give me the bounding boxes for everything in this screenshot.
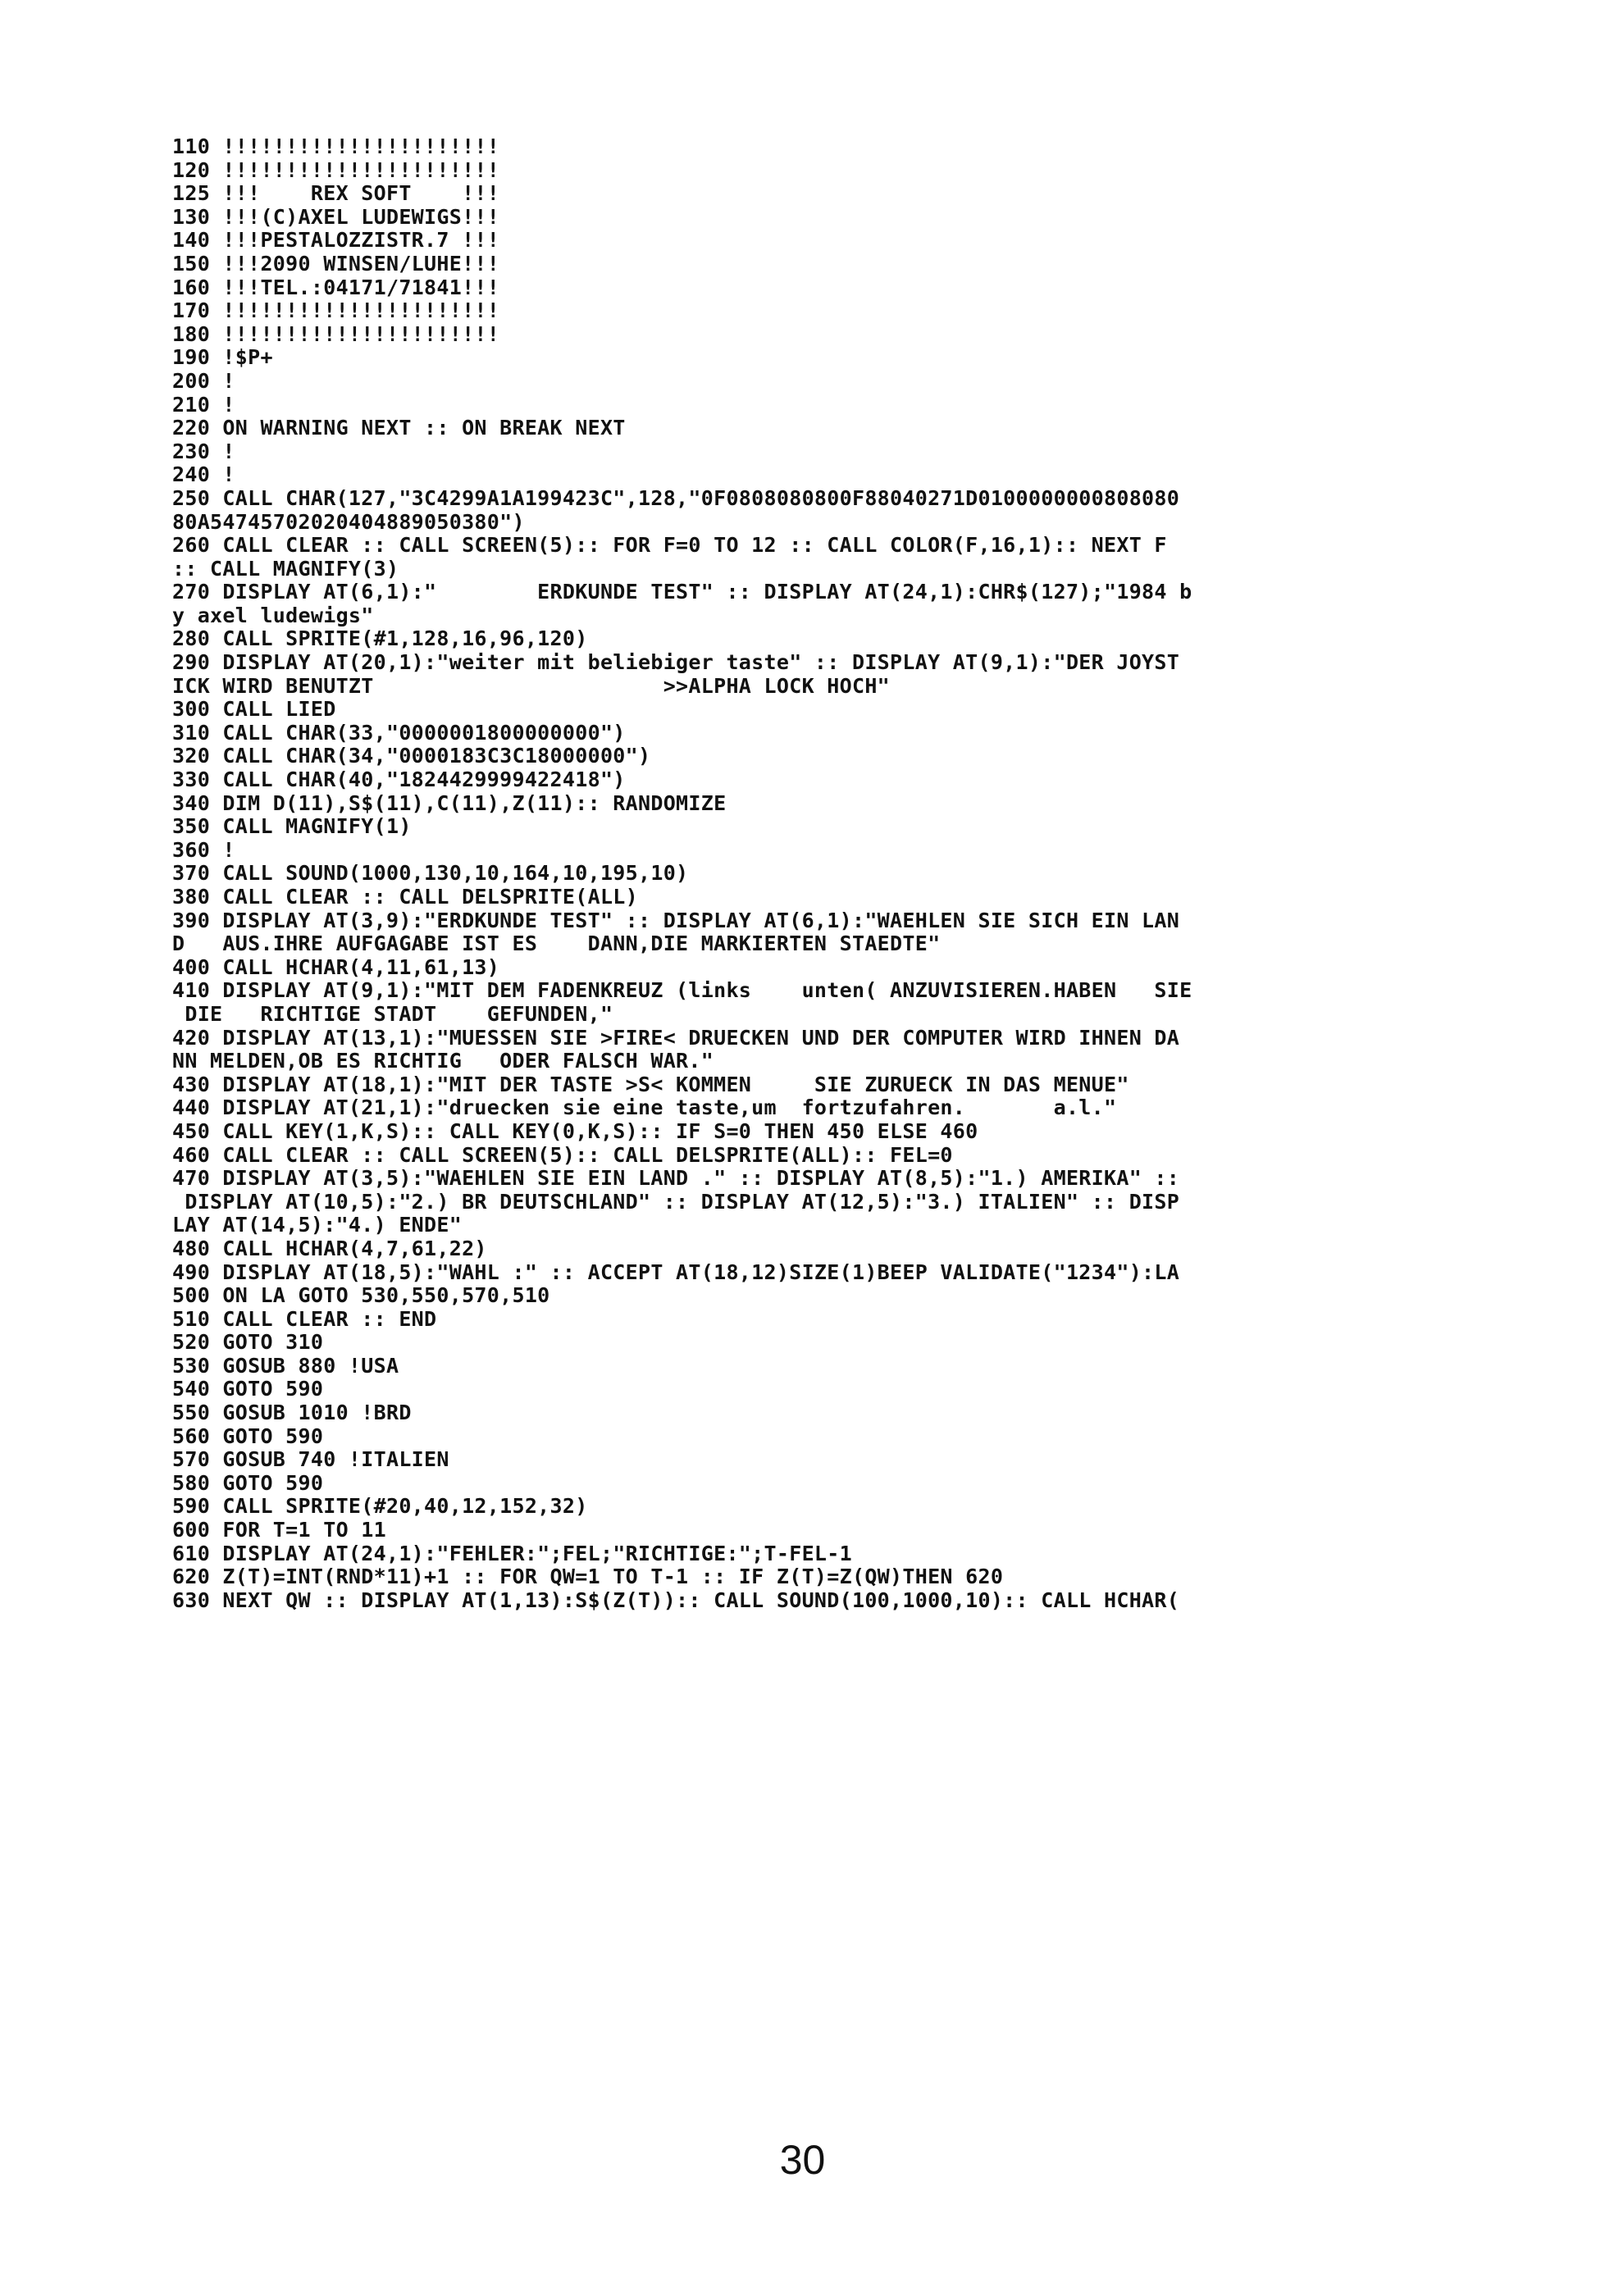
code-line: 230 ! — [172, 439, 235, 463]
code-line: 510 CALL CLEAR :: END — [172, 1306, 437, 1331]
code-line: 220 ON WARNING NEXT :: ON BREAK NEXT — [172, 416, 626, 440]
code-line: 170 !!!!!!!!!!!!!!!!!!!!!! — [172, 298, 500, 323]
code-line: 125 !!! REX SOFT !!! — [172, 181, 500, 206]
code-line: 530 GOSUB 880 !USA — [172, 1353, 399, 1378]
code-line: 550 GOSUB 1010 !BRD — [172, 1401, 412, 1425]
code-line: 490 DISPLAY AT(18,5):"WAHL :" :: ACCEPT AT(18,12)SIZE(1)BEEP VALIDATE("1234"):LA — [172, 1260, 1180, 1284]
program-listing — [172, 135, 1452, 1612]
code-line: 460 CALL CLEAR :: CALL SCREEN(5):: CALL DELSPRITE(ALL):: FEL=0 — [172, 1142, 953, 1167]
code-line: 570 GOSUB 740 !ITALIEN — [172, 1447, 449, 1472]
code-line: 160 !!!TEL.:04171/71841!!! — [172, 275, 500, 299]
code-line: NN MELDEN,OB ES RICHTIG ODER FALSCH WAR." — [172, 1049, 714, 1073]
page-number: 30 — [779, 2137, 826, 2183]
code-line: 80A54745702020404889050380") — [172, 509, 525, 534]
code-line: 630 NEXT QW :: DISPLAY AT(1,13):S$(Z(T)):: CALL SOUND(100,1000,10):: CALL HCHAR( — [172, 1588, 1180, 1612]
code-line: ICK WIRD BENUTZT >>ALPHA LOCK HOCH" — [172, 673, 891, 698]
code-line: D AUS.IHRE AUFGAGABE IST ES DANN,DIE MARKIERTEN STAEDTE" — [172, 932, 941, 956]
code-line: 200 ! — [172, 368, 235, 393]
code-line: 150 !!!2090 WINSEN/LUHE!!! — [172, 251, 500, 276]
code-line: 190 !$P+ — [172, 345, 273, 370]
code-line: 420 DISPLAY AT(13,1):"MUESSEN SIE >FIRE< DRUECKEN UND DER COMPUTER WIRD IHNEN DA — [172, 1025, 1180, 1050]
code-line: :: CALL MAGNIFY(3) — [172, 556, 399, 581]
code-line: DIE RICHTIGE STADT GEFUNDEN," — [172, 1001, 613, 1026]
code-line: 520 GOTO 310 — [172, 1330, 324, 1355]
code-line: 210 ! — [172, 392, 235, 417]
code-line: 180 !!!!!!!!!!!!!!!!!!!!!! — [172, 321, 500, 346]
code-line: 390 DISPLAY AT(3,9):"ERDKUNDE TEST" :: DISPLAY AT(6,1):"WAEHLEN SIE SICH EIN LAN — [172, 908, 1180, 932]
code-line: y axel ludewigs" — [172, 603, 374, 627]
code-line: 400 CALL HCHAR(4,11,61,13) — [172, 954, 500, 979]
code-line: 500 ON LA GOTO 530,550,570,510 — [172, 1283, 550, 1308]
code-line: 410 DISPLAY AT(9,1):"MIT DEM FADENKREUZ (links unten( ANZUVISIEREN.HABEN SIE — [172, 978, 1192, 1003]
code-line: 600 FOR T=1 TO 11 — [172, 1518, 386, 1542]
code-line: 480 CALL HCHAR(4,7,61,22) — [172, 1236, 487, 1260]
code-line: 350 CALL MAGNIFY(1) — [172, 814, 412, 839]
code-line: 280 CALL SPRITE(#1,128,16,96,120) — [172, 626, 588, 651]
code-line: 470 DISPLAY AT(3,5):"WAEHLEN SIE EIN LAND ." :: DISPLAY AT(8,5):"1.) AMERIKA" :: — [172, 1166, 1180, 1191]
code-line: 320 CALL CHAR(34,"0000183C3C18000000") — [172, 744, 651, 768]
code-line: 430 DISPLAY AT(18,1):"MIT DER TASTE >S< KOMMEN SIE ZURUECK IN DAS MENUE" — [172, 1072, 1129, 1096]
code-line: 440 DISPLAY AT(21,1):"druecken sie eine taste,um fortzufahren. a.l." — [172, 1096, 1117, 1120]
code-line: DISPLAY AT(10,5):"2.) BR DEUTSCHLAND" :: DISPLAY AT(12,5):"3.) ITALIEN" :: DISP — [172, 1189, 1180, 1214]
code-line: 250 CALL CHAR(127,"3C4299A1A199423C",128,"0F0808080800F88040271D0100000000808080 — [172, 485, 1180, 510]
code-line: 540 GOTO 590 — [172, 1377, 324, 1401]
code-line: 370 CALL SOUND(1000,130,10,164,10,195,10) — [172, 861, 689, 886]
code-line: 560 GOTO 590 — [172, 1424, 324, 1448]
code-line: 610 DISPLAY AT(24,1):"FEHLER:";FEL;"RICHTIGE:";T-FEL-1 — [172, 1541, 852, 1565]
code-line: 340 DIM D(11),S$(11),C(11),Z(11):: RANDOMIZE — [172, 790, 727, 815]
code-line: 380 CALL CLEAR :: CALL DELSPRITE(ALL) — [172, 885, 638, 909]
code-line: 140 !!!PESTALOZZISTR.7 !!! — [172, 228, 500, 253]
code-line: 580 GOTO 590 — [172, 1470, 324, 1495]
code-line: 240 ! — [172, 462, 235, 487]
code-line: 330 CALL CHAR(40,"1824429999422418") — [172, 768, 626, 792]
code-line: 130 !!!(C)AXEL LUDEWIGS!!! — [172, 204, 500, 229]
code-line: LAY AT(14,5):"4.) ENDE" — [172, 1213, 463, 1237]
code-line: 290 DISPLAY AT(20,1):"weiter mit beliebiger taste" :: DISPLAY AT(9,1):"DER JOYST — [172, 650, 1180, 675]
code-line: 360 ! — [172, 837, 235, 862]
code-line: 270 DISPLAY AT(6,1):" ERDKUNDE TEST" :: DISPLAY AT(24,1):CHR$(127);"1984 b — [172, 580, 1192, 604]
code-line: 620 Z(T)=INT(RND*11)+1 :: FOR QW=1 TO T-1 :: IF Z(T)=Z(QW)THEN 620 — [172, 1565, 1004, 1589]
code-line: 300 CALL LIED — [172, 697, 336, 722]
code-line: 120 !!!!!!!!!!!!!!!!!!!!!! — [172, 157, 500, 182]
code-line: 260 CALL CLEAR :: CALL SCREEN(5):: FOR F=0 TO 12 :: CALL COLOR(F,16,1):: NEXT F — [172, 533, 1167, 558]
code-line: 590 CALL SPRITE(#20,40,12,152,32) — [172, 1494, 588, 1519]
code-line: 310 CALL CHAR(33,"0000001800000000") — [172, 720, 626, 745]
code-line: 450 CALL KEY(1,K,S):: CALL KEY(0,K,S):: IF S=0 THEN 450 ELSE 460 — [172, 1118, 978, 1143]
code-line: 110 !!!!!!!!!!!!!!!!!!!!!! — [172, 134, 500, 158]
